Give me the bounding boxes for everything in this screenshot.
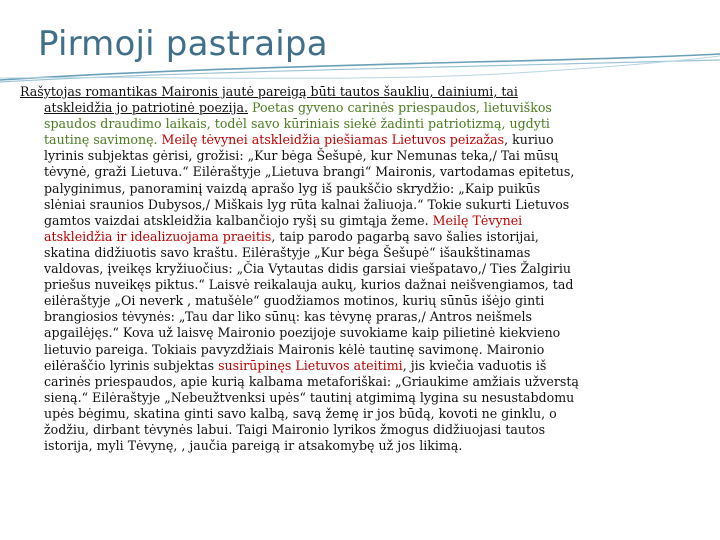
- paragraph-line: [20, 422, 710, 438]
- text-segment: eilėraščio lyrinis subjektas: [44, 357, 219, 373]
- text-segment: brangiosios tėvynės: „Tau dar liko sūnų: kas tėvynę praras,/ Antros neišmels: [44, 309, 532, 325]
- text-segment: istorija, myli Tėvynę, , jaučia pareigą ir atsakomybę už jos likimą.: [44, 438, 463, 454]
- text-segment: apgailėjęs.“ Kova už laisvę Maironio poezijoje suvokiame kaip pilietinė kiekvieno: [44, 325, 561, 341]
- text-segment: skatina didžiuotis savo kraštu. Eilėraštyje „Kur bėga Šešupė“ išaukštinamas: [44, 244, 531, 260]
- paragraph-line: [20, 390, 710, 406]
- paragraph-line: [20, 245, 710, 261]
- highlight-green-text: spaudos draudimo laikais, todėl savo kūriniais siekė žadinti patriotizmą, ugdyti: [44, 116, 550, 132]
- paragraph-line: [20, 164, 710, 180]
- text-segment: , kuriuo: [504, 132, 554, 148]
- text-segment: , jis kviečia vaduotis iš: [402, 357, 547, 373]
- text-segment: lyrinis subjektas gėrisi, grožisi: „Kur bėga Šešupė, kur Nemunas teka,/ Tai mūsų: [44, 148, 559, 164]
- paragraph-line: [20, 293, 710, 309]
- paragraph-line: [20, 132, 710, 148]
- paragraph-line: [20, 261, 710, 277]
- paragraph-line: [20, 116, 710, 132]
- text-segment: , taip parodo pagarbą savo šalies istorijai,: [271, 228, 539, 244]
- paragraph-line: [20, 84, 710, 100]
- underlined-text: atskleidžia jo patriotinė poezija.: [44, 100, 248, 116]
- text-segment: lietuvio pareiga. Tokiais pavyzdžiais Maironis kėlė tautinę savimonę. Maironio: [44, 341, 545, 357]
- paragraph-line: [20, 342, 710, 358]
- paragraph-line: [20, 181, 710, 197]
- paragraph-line: [20, 374, 710, 390]
- text-segment: eilėraštyje „Oi neverk , matušėle“ guodžiamos motinos, kurių sūnūs išėjo ginti: [44, 293, 545, 309]
- highlight-red-text: atskleidžia ir idealizuojama praeitis: [44, 228, 272, 244]
- paragraph-line: [20, 100, 710, 116]
- paragraph-line: [20, 229, 710, 245]
- text-segment: carinės priespaudos, apie kurią kalbama metaforiškai: „Griaukime amžiais užverstą: [44, 373, 579, 389]
- text-segment: žodžiu, dirbant tėvynės labui. Taigi Maironio lyrikos žmogus didžiuojasi tautos: [44, 421, 546, 437]
- paragraph-text: [20, 84, 710, 454]
- highlight-red-text: Meilę Tėvynei: [432, 212, 523, 228]
- text-segment: palyginimus, panoraminį vaizdą aprašo lyg iš paukščio skrydžio: „Kaip puikūs: [44, 180, 541, 196]
- text-segment: slėniai sraunios Dubysos,/ Miškais lyg rūta kalnai žaliuoja.“ Tokie sukurti Lietuvos: [44, 196, 570, 212]
- text-segment: tėvynė, graži Lietuva.“ Eilėraštyje „Lietuva brangi“ Maironis, vartodamas epitetus,: [44, 164, 575, 180]
- paragraph-line: [20, 197, 710, 213]
- paragraph-line: [20, 277, 710, 293]
- highlight-green-text: tautinę savimonę.: [44, 132, 158, 148]
- text-segment: valdovas, įveikęs kryžiuočius: „Čia Vytautas didis garsiai viešpatavo,/ Ties Žalgiriu: [44, 261, 571, 277]
- paragraph-line: [20, 148, 710, 164]
- highlight-red-text: Meilę tėvynei atskleidžia piešiamas Lietuvos peizažas: [157, 132, 505, 148]
- highlight-green-text: Poetas gyveno carinės priespaudos, lietuviškos: [248, 100, 552, 116]
- text-segment: sieną.“ Eilėraštyje „Nebeužtvenksi upės“ tautinį atgimimą lygina su nesustabdomu: [44, 389, 575, 405]
- text-segment: priešus nuveikęs piktus.“ Laisvė reikalauja aukų, kurios dažnai neišvengiamos, tad: [44, 277, 574, 293]
- paragraph-line: [20, 406, 710, 422]
- highlight-red-text: susirūpinęs Lietuvos ateitimi: [218, 357, 403, 373]
- text-segment: gamtos vaizdai atskleidžia kalbančiojo ryšį su gimtąja žeme.: [44, 212, 433, 228]
- paragraph-line: [20, 358, 710, 374]
- paragraph-line: [20, 438, 710, 454]
- paragraph-line: [20, 213, 710, 229]
- paragraph-line: [20, 325, 710, 341]
- paragraph-line: [20, 309, 710, 325]
- page-title: Pirmoji pastraipa: [38, 24, 328, 64]
- underlined-text: Rašytojas romantikas Maironis jautė pareigą būti tautos šaukliu, dainiumi, tai: [20, 84, 518, 99]
- text-segment: upės bėgimu, skatina ginti savo kalbą, savą žemę ir jos būdą, kovoti ne ginklu, o: [44, 405, 557, 421]
